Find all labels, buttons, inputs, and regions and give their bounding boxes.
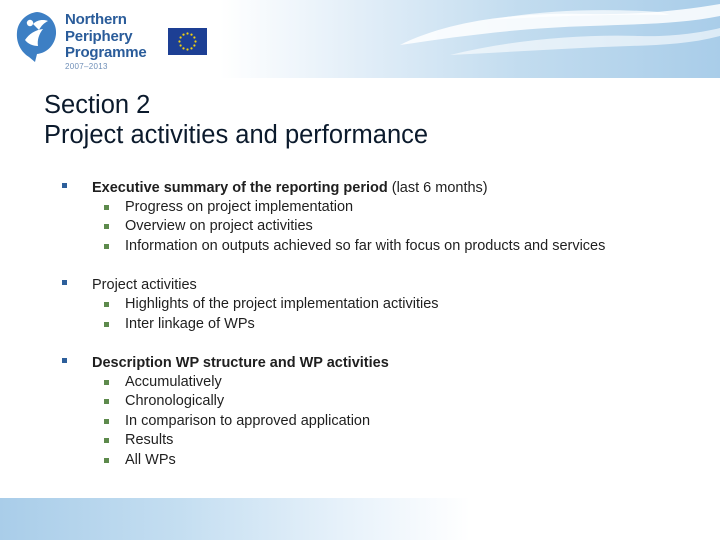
sub-list-item-text: In comparison to approved application	[125, 412, 371, 429]
square-bullet-icon	[104, 224, 109, 229]
square-bullet-icon	[62, 280, 67, 285]
logo-wordmark	[65, 12, 147, 62]
sub-list-item-text: Progress on project implementation	[125, 199, 354, 215]
sub-list	[92, 373, 712, 470]
square-bullet-icon	[104, 419, 109, 424]
sub-list-item-text: Inter linkage of WPs	[125, 315, 255, 332]
sub-list-item	[92, 315, 712, 334]
list-item	[62, 275, 712, 334]
square-bullet-icon	[104, 399, 109, 404]
northern-periphery-logo	[13, 10, 148, 72]
square-bullet-icon	[104, 244, 109, 249]
sub-list-item-text: Information on outputs achieved so far with focus on products and services	[125, 237, 606, 254]
sub-list-item-text: Accumulatively	[125, 374, 222, 391]
square-bullet-icon	[62, 358, 67, 363]
bullet-list	[62, 178, 712, 489]
square-bullet-icon	[104, 205, 109, 210]
sub-list-item	[92, 295, 712, 314]
list-item-bold-text: Executive summary of the reporting period	[92, 180, 388, 196]
dove-icon	[13, 10, 59, 64]
sub-list	[92, 295, 712, 334]
logo-line-1: Northern	[65, 11, 127, 28]
list-item-heading	[92, 353, 712, 373]
sub-list-item	[92, 392, 712, 411]
sub-list-item	[92, 451, 712, 470]
sub-list-item-text: Overview on project activities	[125, 218, 313, 235]
wave-decoration	[340, 0, 720, 78]
list-item-heading	[92, 178, 712, 198]
list-item	[62, 178, 712, 256]
sub-list-item	[92, 412, 712, 431]
square-bullet-icon	[104, 322, 109, 327]
sub-list-item	[92, 431, 712, 450]
eu-flag-icon	[168, 28, 207, 55]
footer-band	[0, 498, 720, 540]
title-line-1: Section 2	[44, 91, 151, 119]
sub-list-item-text: All WPs	[125, 451, 176, 468]
sub-list	[92, 198, 712, 256]
square-bullet-icon	[104, 458, 109, 463]
header	[0, 0, 720, 78]
list-item-heading	[92, 275, 712, 295]
sub-list-item-text: Chronologically	[125, 393, 225, 410]
list-item	[62, 353, 712, 470]
sub-list-item-text: Results	[125, 432, 174, 449]
square-bullet-icon	[104, 302, 109, 307]
slide-title	[44, 90, 428, 150]
logo-line-3: Programme	[65, 44, 147, 61]
square-bullet-icon	[104, 438, 109, 443]
list-item-normal-text: (last 6 months)	[387, 180, 488, 196]
square-bullet-icon	[62, 183, 67, 188]
sub-list-item	[92, 373, 712, 392]
sub-list-item	[92, 237, 712, 256]
title-line-2: Project activities and performance	[44, 121, 429, 149]
list-item-bold-text: Description WP structure and WP activities	[92, 355, 389, 372]
logo-years: 2007–2013	[65, 62, 108, 71]
logo-line-2: Periphery	[65, 27, 133, 45]
sub-list-item	[92, 217, 712, 236]
square-bullet-icon	[104, 380, 109, 385]
list-item-normal-text: Project activities	[92, 277, 197, 294]
sub-list-item	[92, 198, 712, 217]
sub-list-item-text: Highlights of the project implementation activities	[125, 296, 439, 313]
